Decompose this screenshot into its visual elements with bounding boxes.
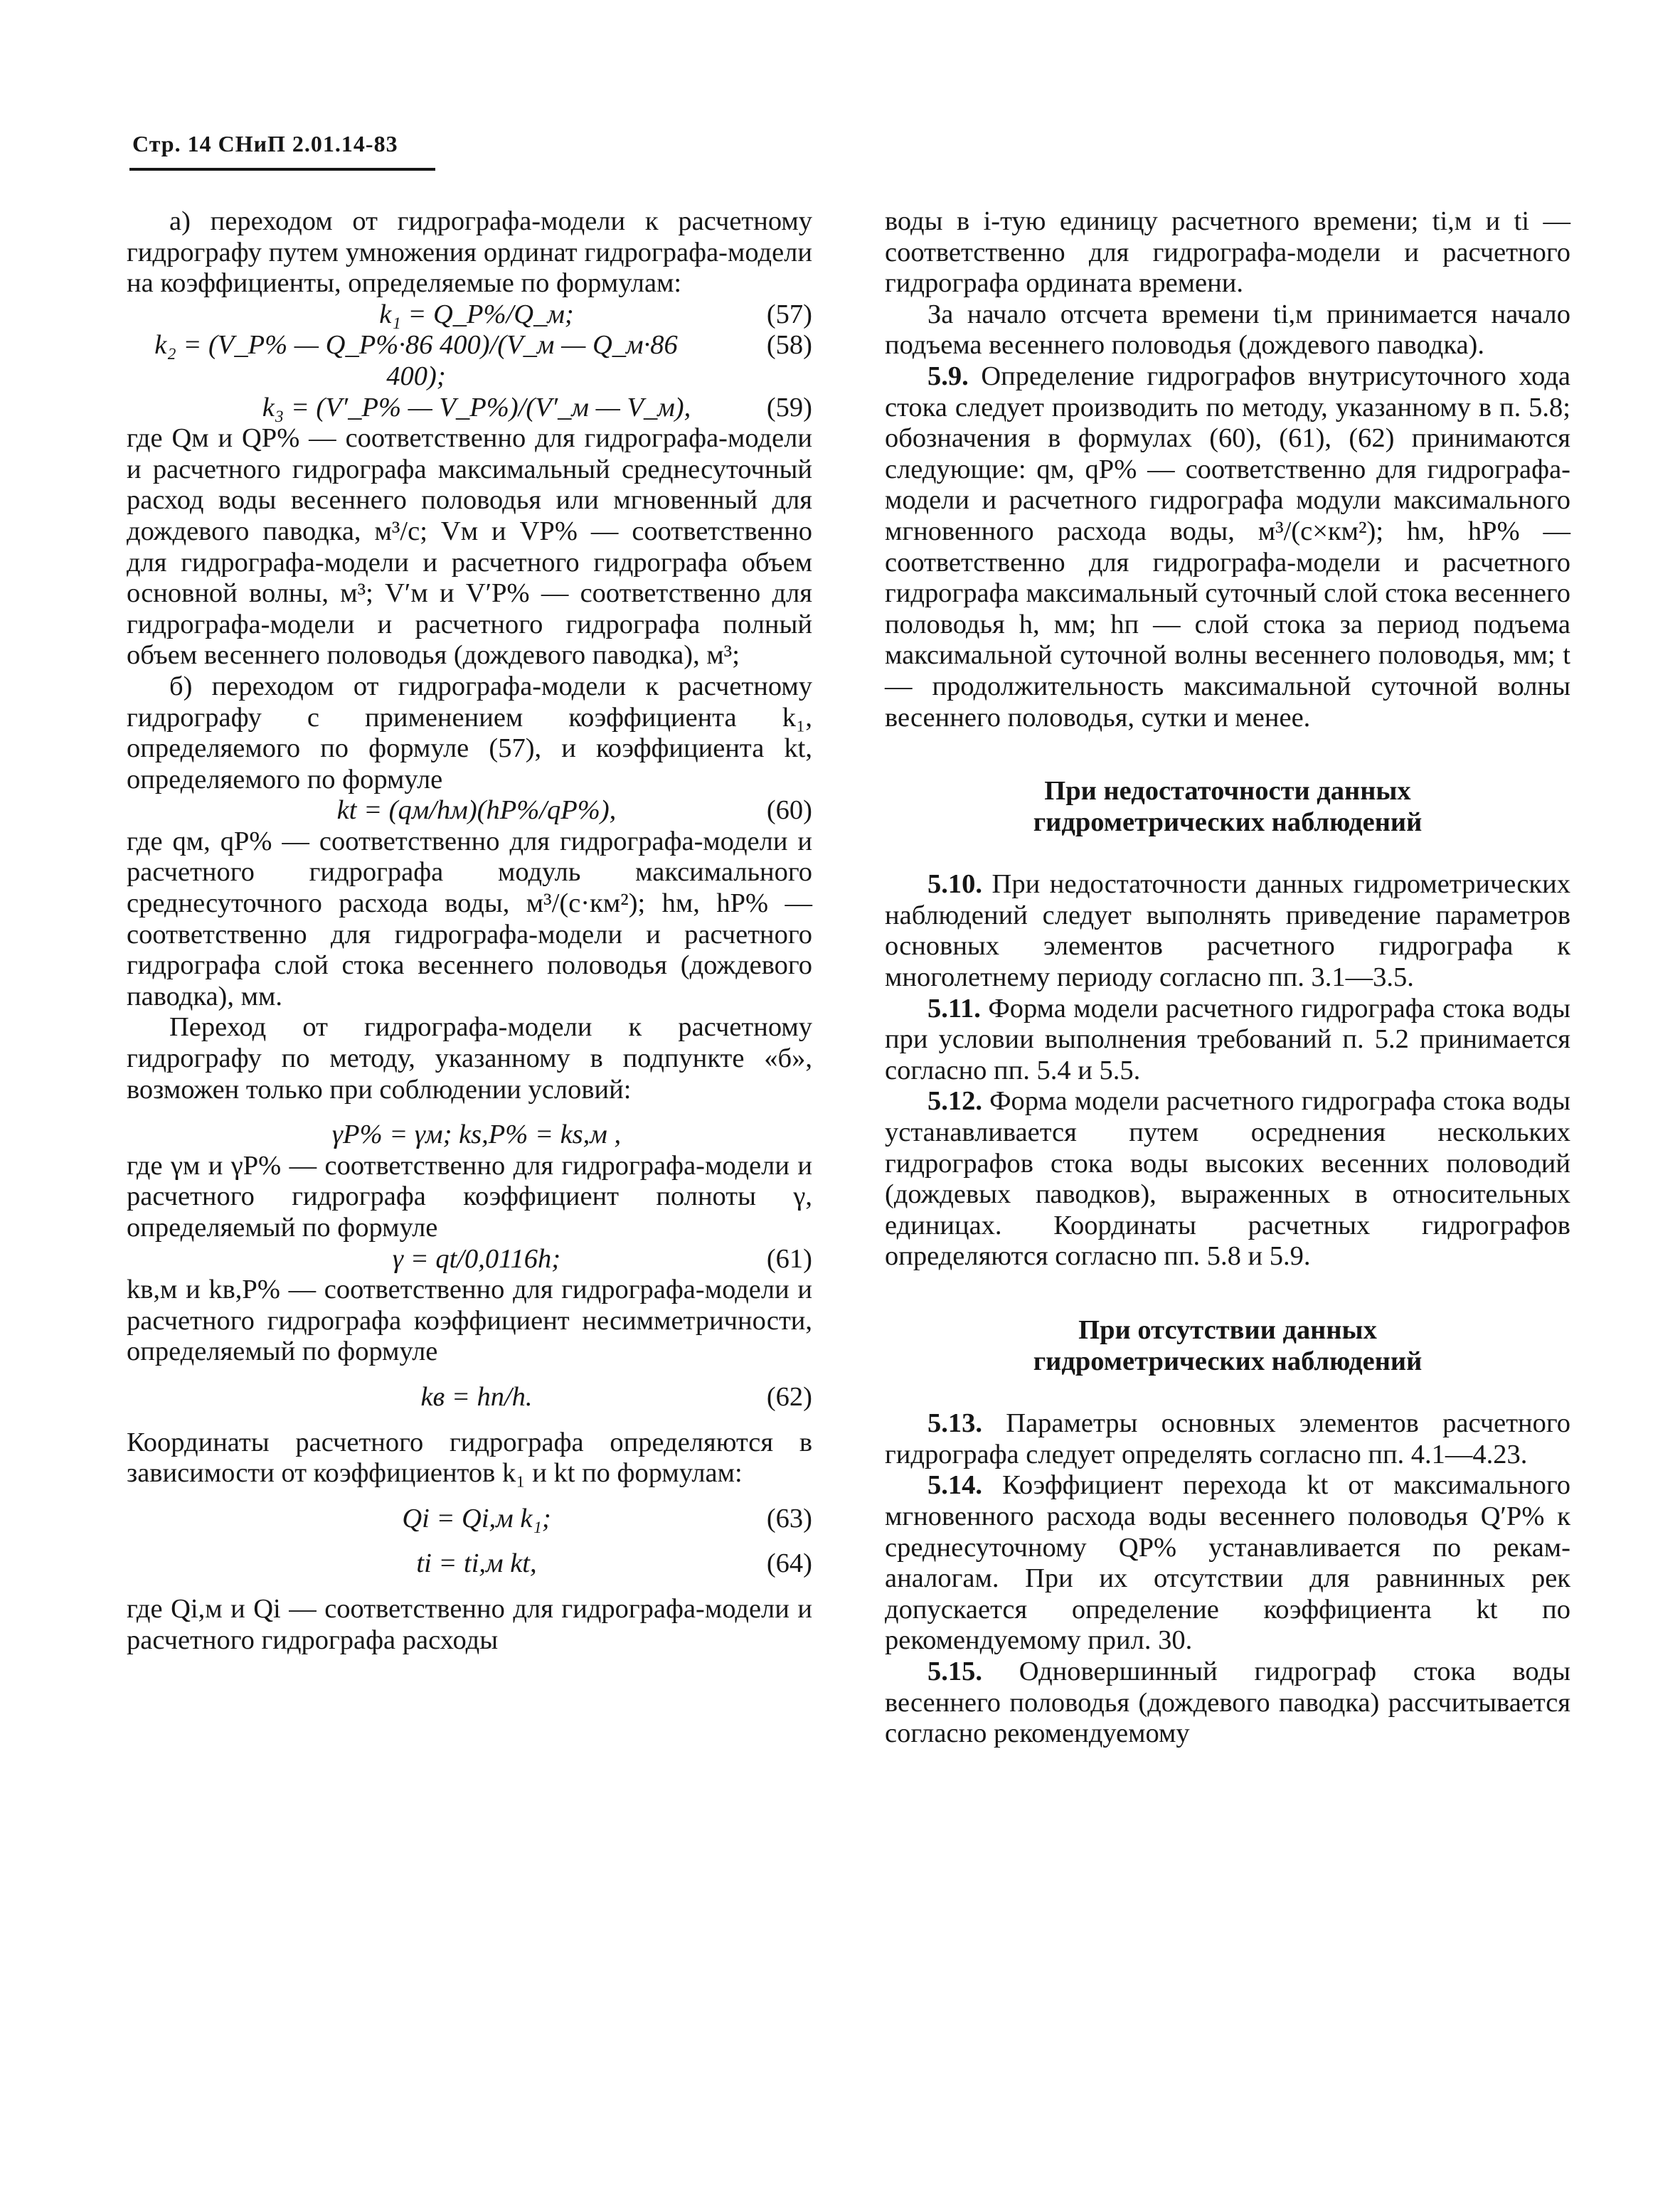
paragraph-b: б) переходом от гидрографа-модели к расчетному гидрографу с применением коэффициента k₁, определяемого по формуле (57), и коэффициента kt, определяемого по формуле [127,671,812,794]
header-rule [129,168,435,171]
formula-61 [127,1244,812,1275]
left-column [127,206,812,1656]
formula-57 [127,299,812,331]
clause-number-5-11: 5.11. [927,993,981,1024]
paragraph-time-origin: За начало отсчета времени ti,м принимается начало подъема весеннего половодья (дождевого паводка). [885,299,1570,361]
paragraph-5-12 [885,1086,1570,1272]
clause-number-5-10: 5.10. [927,869,982,900]
paragraph-where-2: где qм, qP% — соответственно для гидрографа-модели и расчетного гидрографа модуль максимального среднесуточного расхода воды, м³/(с·км²); hм, hP% — соответственно для гидрографа-модели и расчетного гидрографа слой стока весеннего половодья (дождевого паводка), мм. [127,826,812,1011]
section-heading-insufficient-2: гидрометрических наблюдений [1033,807,1423,837]
formula-58-expression: k₂ = (V_P% — Q_P%·86 400)/(V_м — Q_м·86 400); [154,330,678,391]
section-heading-insufficient-1: При недостаточности данных [1044,776,1411,807]
clause-number-5-13: 5.13. [927,1408,982,1439]
formula-62 [127,1382,812,1413]
formula-60-number: (60) [766,795,812,826]
clause-number-5-12: 5.12. [927,1086,982,1117]
paragraph-where-4: kв,м и kв,P% — соответственно для гидрографа-модели и расчетного гидрографа коэффициент несимметричности, определяемый по формуле [127,1275,812,1367]
formula-62-expression: kв = hп/h. [420,1381,533,1412]
formula-59-number: (59) [766,392,812,422]
paragraph-transition: Переход от гидрографа-модели к расчетному гидрографу по методу, указанному в подпункте «б», возможен только при соблюдении условий: [127,1012,812,1105]
clause-text-5-13: Параметры основных элементов расчетного гидрографа следует определять согласно пп. 4.1—4.23. [885,1408,1570,1469]
paragraph-5-9 [885,361,1570,733]
paragraph-a: а) переходом от гидрографа-модели к расчетному гидрографу путем умножения ординат гидрографа-модели на коэффициенты, определяемые по формулам: [127,206,812,299]
formula-60-expression: kt = (qм/hм)(hP%/qP%), [336,795,617,826]
paragraph-5-11 [885,994,1570,1087]
paragraph-coordinates: Координаты расчетного гидрографа определяются в зависимости от коэффициентов k₁ и kt по формулам: [127,1427,812,1489]
formula-63-number: (63) [766,1503,812,1533]
paragraph-where-1: где Qм и QP% — соответственно для гидрографа-модели и расчетного гидрографа максимальный среднесуточный расход воды весеннего половодья или мгновенный для дождевого паводка, м³/с; Vм и VP% — соответственно для гидрографа-модели и расчетного гидрографа объем основной волны, м³; V′м и V′P% — соответственно для гидрографа-модели и расчетного гидрографа полный объем весеннего половодья (дождевого паводка), м³; [127,423,812,671]
formula-63 [127,1504,812,1535]
formula-64 [127,1548,812,1580]
paragraph-continued: воды в i-тую единицу расчетного времени; ti,м и ti — соответственно для гидрографа-модели и расчетного гидрографа ордината времени. [885,206,1570,299]
section-heading-absent-1: При отсутствии данных [1078,1315,1377,1345]
formula-64-expression: ti = ti,м kt, [416,1548,537,1579]
clause-number-5-15: 5.15. [927,1656,982,1686]
clause-number-5-14: 5.14. [927,1470,982,1501]
formula-59 [127,393,812,424]
paragraph-where-3: где γм и γP% — соответственно для гидрографа-модели и расчетного гидрографа коэффициент полноты γ, определяемый по формуле [127,1150,812,1243]
clause-number-5-9: 5.9. [927,361,969,391]
clause-text-5-9: Определение гидрографов внутрисуточного хода стока следует производить по методу, указанному в п. 5.8; обозначения в формулах (60), (61), (62) принимаются следующие: qм, qP% — соответственно для гидрографа-модели и расчетного гидрографа модули максимального мгновенного расхода воды, м³/(с×км²); hм, hP% — соответственно для гидрографа-модели и расчетного гидрографа максимальный суточный слой стока весеннего половодья h, мм; hп — слой стока за период подъема максимальной суточной волны весеннего половодья, мм; t — продолжительность максимальной суточной волны весеннего половодья, сутки и менее. [885,361,1570,733]
formula-62-number: (62) [766,1381,812,1412]
clause-text-5-10: При недостаточности данных гидрометрических наблюдений следует выполнять приведение параметров основных элементов расчетного гидрографа к многолетнему периоду согласно пп. 3.1—3.5. [885,869,1570,993]
clause-text-5-14: Коэффициент перехода kt от максимального мгновенного расхода воды весеннего половодья Q′P% к среднесуточному QP% устанавливается по рекам-аналогам. При их отсутствии для равнинных рек допускается определение коэффициента kt по рекомендуемому прил. 30. [885,1470,1570,1656]
formula-60 [127,795,812,826]
formula-58 [127,330,812,392]
formula-58-number: (58) [766,330,812,361]
paragraph-5-13 [885,1408,1570,1470]
paragraph-5-15 [885,1657,1570,1750]
running-header: Стр. 14 СНиП 2.01.14-83 [132,131,398,156]
clause-text-5-15: Одновершинный гидрограф стока воды весеннего половодья (дождевого паводка) рассчитывается согласно рекомендуемому [885,1656,1570,1749]
formula-64-number: (64) [766,1548,812,1579]
formula-57-number: (57) [766,299,812,329]
formula-61-expression: γ = qt/0,0116h; [392,1243,561,1274]
section-heading-absent-2: гидрометрических наблюдений [1033,1346,1423,1376]
paragraph-5-10 [885,869,1570,993]
paragraph-5-14 [885,1470,1570,1657]
formula-59-expression: k₃ = (V′_P% — V_P%)/(V′_м — V_м), [262,392,691,422]
formula-63-expression: Qi = Qi,м k₁; [402,1503,551,1533]
formula-57-expression: k₁ = Q_P%/Q_м; [379,299,574,329]
condition-formula [127,1120,812,1151]
clause-text-5-12: Форма модели расчетного гидрографа стока воды устанавливается путем осреднения нескольких гидрографов стока воды высоких весенних половодий (дождевых паводков), выраженных в относительных единицах. Координаты расчетных гидрографов определяются согласно пп. 5.8 и 5.9. [885,1086,1570,1272]
paragraph-where-5: где Qi,м и Qi — соответственно для гидрографа-модели и расчетного гидрографа расходы [127,1593,812,1655]
formula-61-number: (61) [766,1243,812,1274]
condition-expression: γP% = γм; ks,P% = ks,м , [331,1120,622,1150]
clause-text-5-11: Форма модели расчетного гидрографа стока воды при условии выполнения требований п. 5.2 принимается согласно пп. 5.4 и 5.5. [885,993,1570,1085]
right-column [885,206,1570,1750]
